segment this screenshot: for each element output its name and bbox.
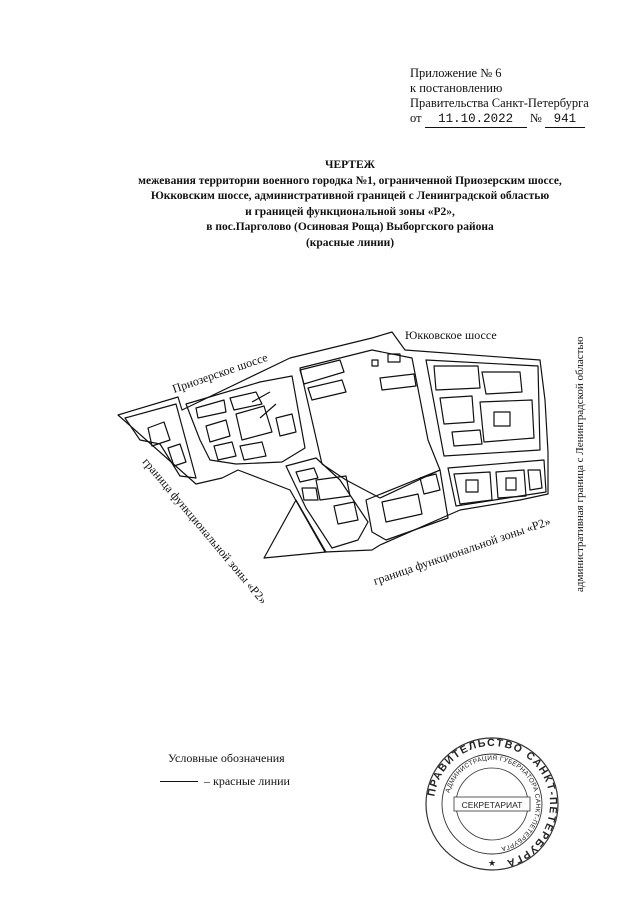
- label-road-north: Юкковское шоссе: [405, 328, 497, 342]
- appendix-label: Приложение № 6: [410, 66, 502, 80]
- title-line-1: ЧЕРТЕЖ: [325, 159, 375, 171]
- seal-outer-text: ПРАВИТЕЛЬСТВО САНКТ-ПЕТЕРБУРГА: [425, 736, 560, 870]
- title-line-5: в пос.Парголово (Осиновая Роща) Выборгского района: [206, 221, 494, 233]
- label-road-west: Приозерское шоссе: [170, 350, 270, 396]
- legend-item-label: – красные линии: [204, 774, 290, 788]
- title-line-3: Юкковским шоссе, административной границей с Ленинградской областью: [150, 190, 550, 202]
- block-north-west: [186, 376, 305, 464]
- label-admin-border: административная граница с Ленинградской областью: [574, 336, 586, 592]
- title-line-2: межевания территории военного городка №1, ограниченной Приозерским шоссе,: [138, 174, 562, 187]
- number-prefix: №: [529, 111, 542, 125]
- label-border-s: граница функциональной зоны «Р2»: [371, 513, 553, 588]
- title-line-4: и границей функциональной зоны «Р2»,: [245, 205, 455, 218]
- legend-title: Условные обозначения: [168, 751, 285, 765]
- label-border-sw: граница функциональной зоны «Р2»: [139, 454, 271, 607]
- block-south: [366, 470, 448, 540]
- government-label: Правительства Санкт-Петербурга: [410, 96, 589, 110]
- seal-inner-text: АДМИНИСТРАЦИЯ ГУБЕРНАТОРА САНКТ-ПЕТЕРБУРГА: [444, 754, 542, 852]
- official-seal: [423, 735, 561, 873]
- seal-center-text: СЕКРЕТАРИАТ: [461, 800, 523, 810]
- resolution-label: к постановлению: [410, 81, 503, 95]
- legend-line-swatch: [160, 781, 198, 782]
- title-line-6: (красные линии): [305, 236, 395, 249]
- legend-item-red-lines: [160, 774, 290, 789]
- seal-star: ★: [487, 858, 497, 868]
- resolution-date: 11.10.2022: [425, 112, 527, 128]
- resolution-number: 941: [545, 112, 585, 128]
- date-prefix: от: [410, 111, 422, 125]
- block-triangle: [264, 500, 326, 558]
- block-central: [300, 350, 440, 498]
